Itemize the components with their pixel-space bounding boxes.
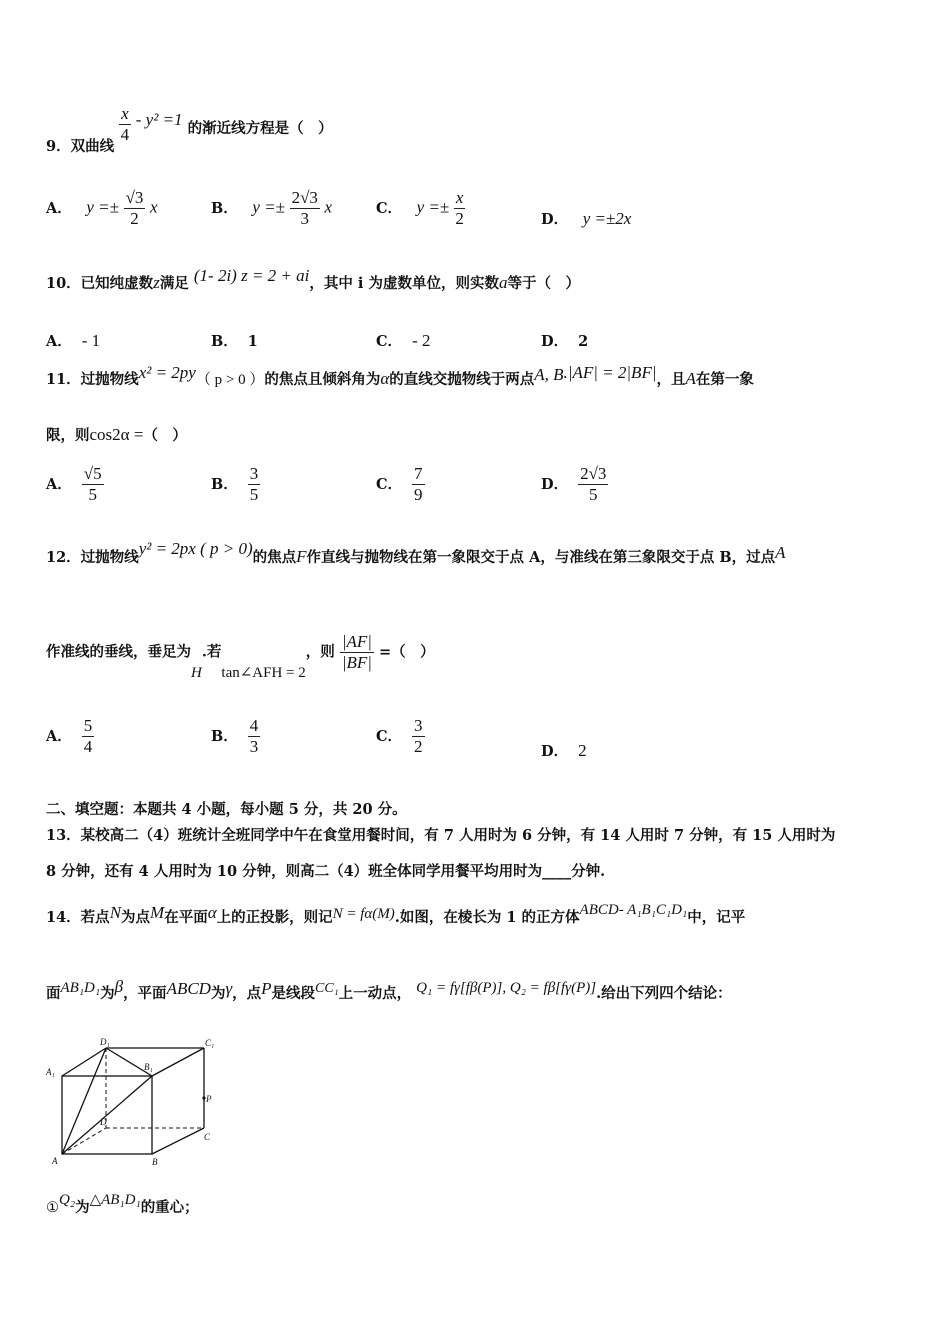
q9-tail: 的渐近线方程是（ ） xyxy=(187,119,333,137)
q9-eq-rest: - y² =1 xyxy=(135,109,183,129)
q11-stem-line1: 11．过抛物线x² = 2py（ p > 0 ）的焦点且倾斜角为α的直线交抛物线于两点A, B.|AF| = 2|BF|，且A在第一象 xyxy=(46,363,754,388)
q10-option-b[interactable]: B． 1 xyxy=(211,333,258,350)
label-c1: C₁ xyxy=(205,1038,215,1048)
cube-hidden-edge xyxy=(62,1128,106,1154)
label-b: B xyxy=(152,1157,158,1167)
q10-stem: 10．已知纯虚数z满足 (1- 2i) z = 2 + ai，其中 i 为虚数单位，则实数a等于（ ） xyxy=(46,266,580,292)
q13-line2: 8 分钟，还有 4 人用时为 10 分钟，则高二（4）班全体同学用餐平均用时为____分钟. xyxy=(46,863,606,880)
q13-line1: 13．某校高二（4）班统计全班同学中午在食堂用餐时间，有 7 人用时为 6 分钟，有 14 人用时 7 分钟，有 15 人用时为 xyxy=(46,827,836,844)
q10-option-a[interactable]: A． - 1 xyxy=(46,331,101,350)
section-heading: 二、填空题：本题共 4 小题，每小题 5 分，共 20 分。 xyxy=(46,801,407,818)
q9-number: 9．双曲线 xyxy=(46,137,115,155)
q10-option-d[interactable]: D． 2 xyxy=(541,333,589,350)
q11-stem-line2: 限，则cos2α =（ ） xyxy=(46,425,187,444)
label-a1: A₁ xyxy=(46,1067,55,1077)
q12-option-d[interactable]: D． 2 xyxy=(541,741,587,760)
q11-option-c[interactable]: C． $\frac{7}{9}$ xyxy=(376,464,423,504)
q9-eq-fraction: $\frac{x}{4}$ xyxy=(120,104,130,144)
q12-ratio: $\frac{|AF|}{|BF|}$ xyxy=(341,632,372,672)
label-c: C xyxy=(204,1132,211,1142)
q10-option-c[interactable]: C． - 2 xyxy=(376,331,431,350)
label-d1: D₁ xyxy=(100,1037,110,1047)
q12-option-b[interactable]: B． $\frac{4}{3}$ xyxy=(211,716,259,756)
q14-line1: 14．若点N为点M在平面α上的正投影，则记N = fα(M).如图，在棱长为 1 的正方体ABCD- A₁B₁C₁D₁中，记平 xyxy=(46,902,746,926)
q9-option-d[interactable]: D． y =±2x xyxy=(541,209,632,228)
cube-figure xyxy=(44,1036,224,1170)
q9-option-a[interactable]: A． y =± $\frac{√3}{2}$ x xyxy=(46,188,158,228)
q11-option-a[interactable]: A． $\frac{√5}{5}$ xyxy=(46,464,102,504)
q10-equation: (1- 2i) z = 2 + ai xyxy=(193,266,310,285)
q12-stem-line2: 作准线的垂线，垂足为H.若tan∠AFH = 2，则 $\frac{|AF|}{|BF|}$ =（ ） xyxy=(46,632,435,681)
cube-edge xyxy=(62,1048,106,1076)
q9-stem xyxy=(46,104,333,155)
diagonal-a-d1 xyxy=(62,1048,106,1154)
label-d: D xyxy=(100,1117,107,1127)
q14-line2: 面AB₁D₁为β，平面ABCD为γ，点P是线段CC₁上一动点， Q₁ = fγ[fβ(P)], Q₂ = fβ[fγ(P)].给出下列四个结论： xyxy=(46,977,732,1002)
q12-stem-line1: 12．过抛物线y² = 2px ( p > 0)的焦点F作直线与抛物线在第一象限交于点 A，与准线在第三象限交于点 B，过点A xyxy=(46,539,786,566)
q12-option-a[interactable]: A． $\frac{5}{4}$ xyxy=(46,716,93,756)
q12-option-c[interactable]: C． $\frac{3}{2}$ xyxy=(376,716,423,756)
label-a: A xyxy=(52,1156,58,1166)
diagonal-a-b1 xyxy=(62,1076,152,1154)
label-b1: B₁ xyxy=(144,1062,153,1072)
q14-conclusion-1: ①Q₂为△AB₁D₁的重心； xyxy=(46,1192,199,1216)
cube-edge xyxy=(152,1048,204,1076)
q9-option-b[interactable]: B． y =± $\frac{2√3}{3}$ x xyxy=(211,188,333,228)
q11-option-b[interactable]: B． $\frac{3}{5}$ xyxy=(211,464,259,504)
q9-option-c[interactable]: C． y =± $\frac{x}{2}$ xyxy=(376,188,464,228)
label-p: P xyxy=(206,1094,212,1104)
cube-edge xyxy=(152,1128,204,1154)
q11-option-d[interactable]: D． $\frac{2√3}{5}$ xyxy=(541,464,607,504)
